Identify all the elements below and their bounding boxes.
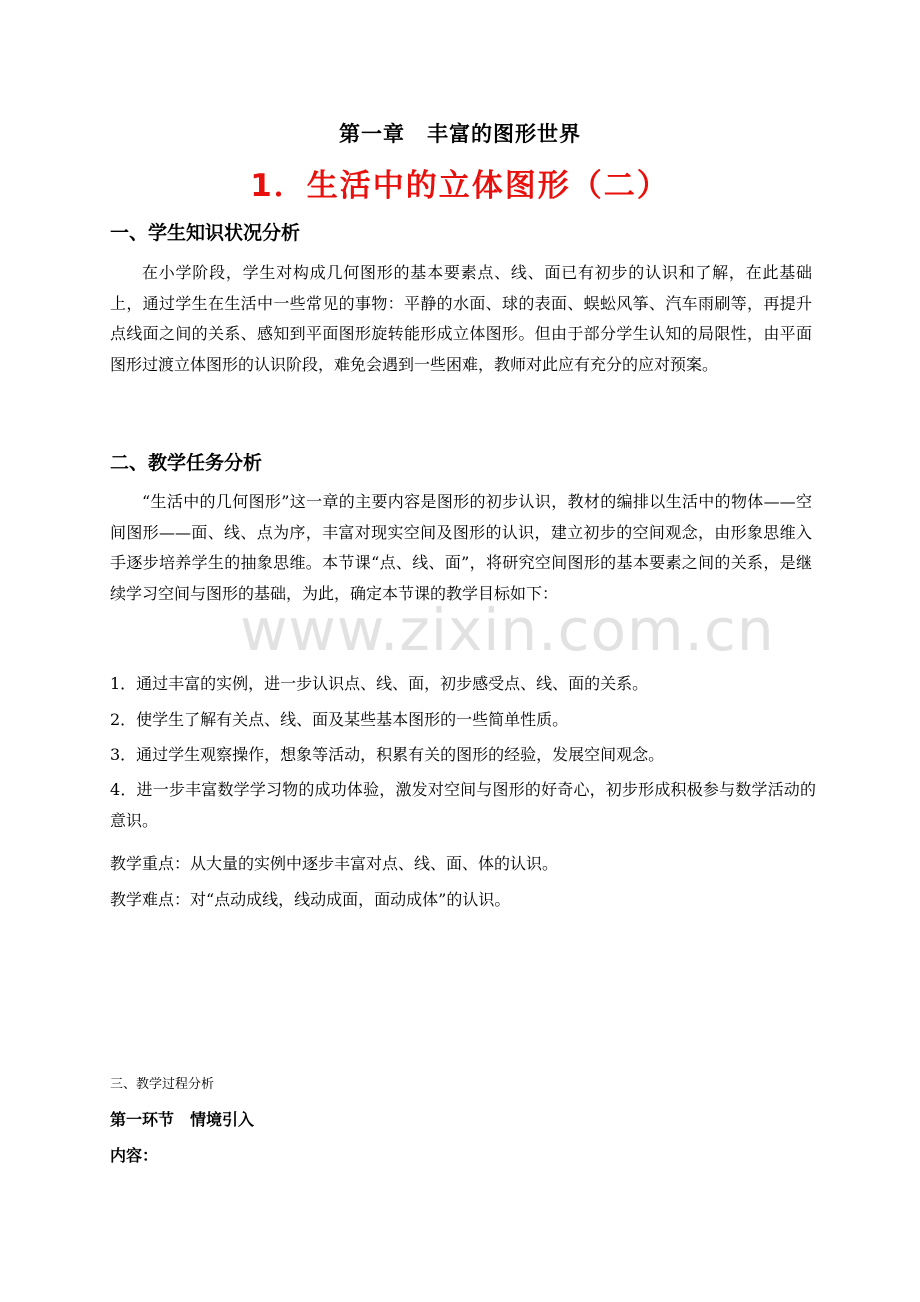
lesson-title: 1．生活中的立体图形（二） <box>250 168 670 204</box>
content-label: 内容： <box>110 1146 159 1165</box>
chapter-title: 第一章 丰富的图形世界 <box>339 122 581 146</box>
goal-4: 4．进一步丰富数学学习物的成功体验，激发对空间与图形的好奇心，初步形成积极参与数学活动的意识。 <box>110 780 816 830</box>
section1-heading: 一、学生知识状况分析 <box>110 222 301 244</box>
step1-heading: 第一环节 情境引入 <box>110 1110 255 1129</box>
section3-heading: 三、教学过程分析 <box>110 1077 215 1092</box>
section2-paragraph: “生活中的几何图形”这一章的主要内容是图形的初步认识，教材的编排以生活中的物体——空间图形——面、线、点为序，丰富对现实空间及图形的认识，建立初步的空间观念，由形象思维入手逐步培养学生的抽象思维。本节课“点、线、面”，将研究空间图形的基本要素之间的关系，是继续学习空间与图形的基础，为此，确定本节课的教学目标如下： <box>110 492 812 603</box>
key-point: 教学重点：从大量的实例中逐步丰富对点、线、面、体的认识。 <box>110 854 559 873</box>
watermark: www.zixin.com.cn <box>240 596 775 664</box>
difficulty-point: 教学难点：对“点动成线，线动成面，面动成体”的认识。 <box>110 890 511 909</box>
section2-heading: 二、教学任务分析 <box>110 452 263 474</box>
goal-2: 2．使学生了解有关点、线、面及某些基本图形的一些简单性质。 <box>110 710 569 729</box>
section1-paragraph: 在小学阶段，学生对构成几何图形的基本要素点、线、面已有初步的认识和了解，在此基础上，通过学生在生活中一些常见的事物：平静的水面、球的表面、蜈蚣风筝、汽车雨刷等，再提升点线面之间的关系、感知到平面图形旋转能形成立体图形。但由于部分学生认知的局限性，由平面图形过渡立体图形的认识阶段，难免会遇到一些困难，教师对此应有充分的应对预案。 <box>110 263 812 374</box>
goal-1: 1．通过丰富的实例，进一步认识点、线、面，初步感受点、线、面的关系。 <box>110 674 649 693</box>
goal-3: 3．通过学生观察操作，想象等活动，积累有关的图形的经验，发展空间观念。 <box>110 745 665 764</box>
